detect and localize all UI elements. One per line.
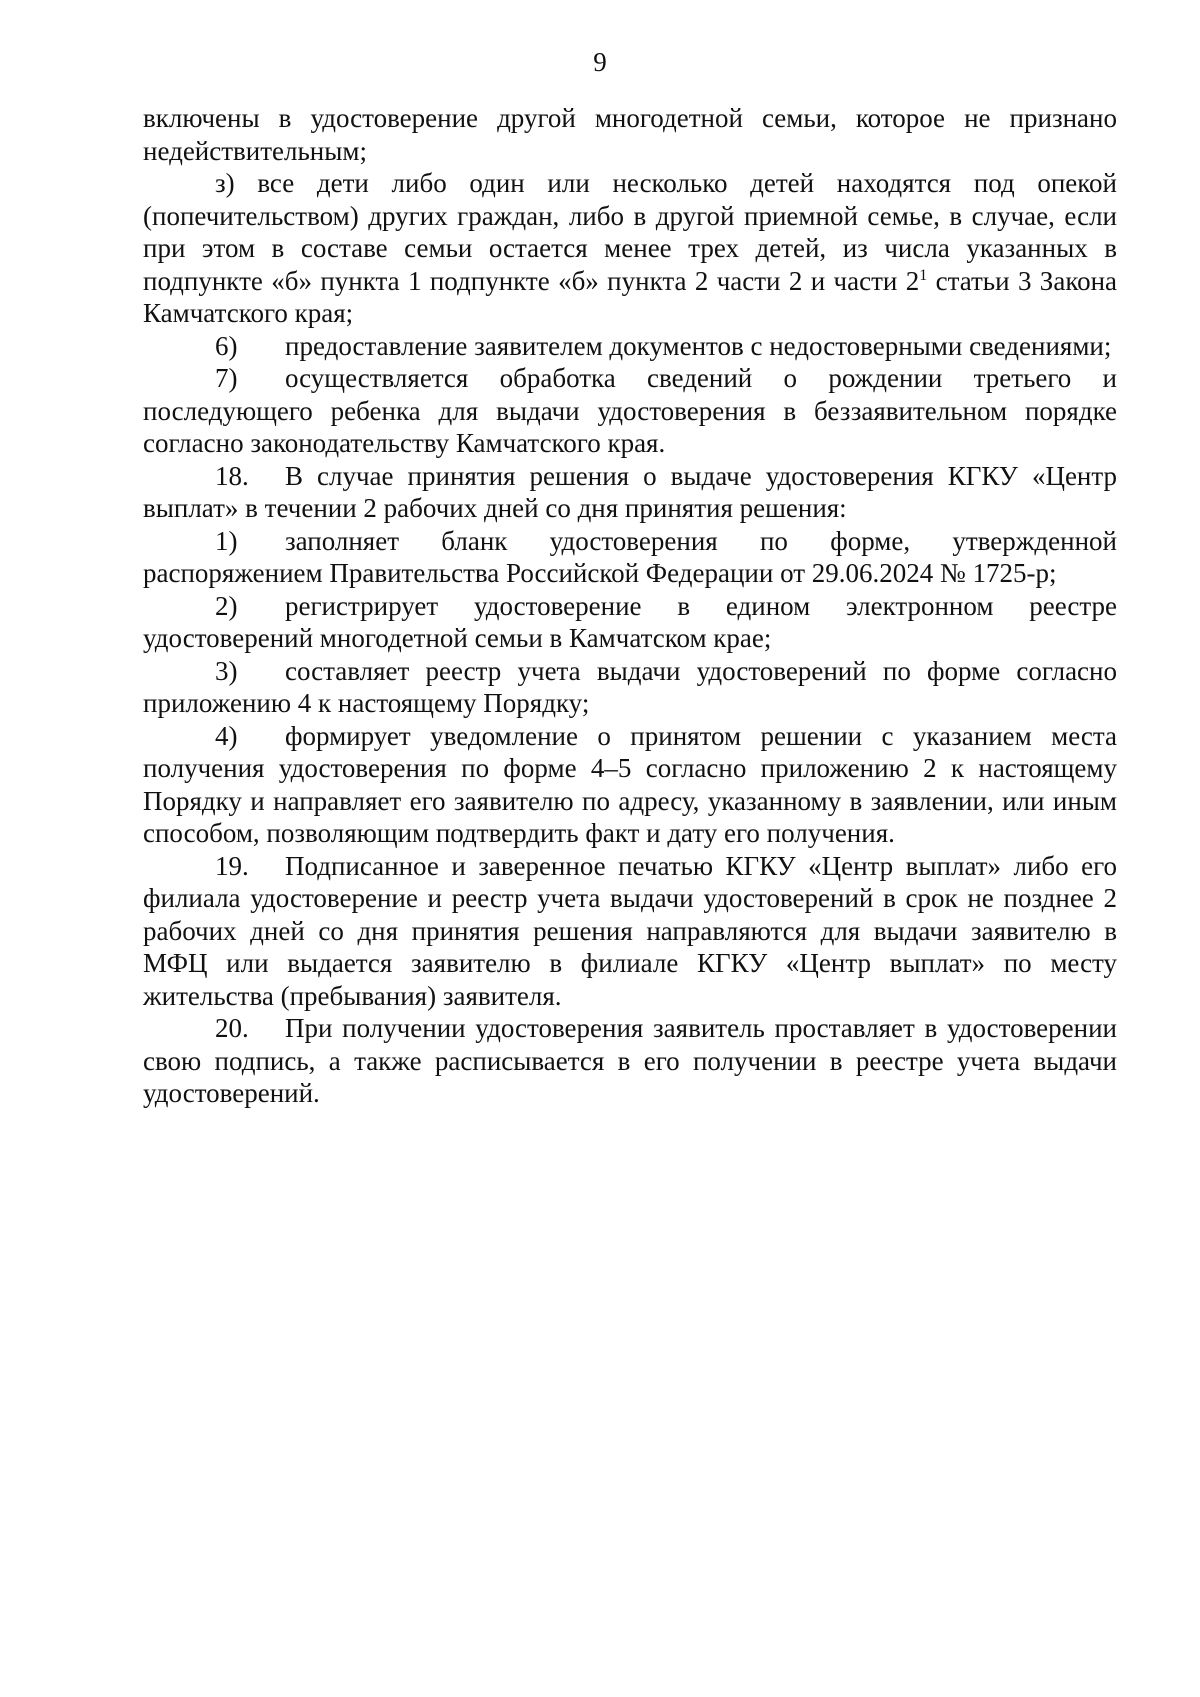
item-number: 6)	[215, 330, 238, 361]
paragraph-text: При получении удостоверения заявитель проставляет в удостоверении свою подпись, а также расписывается в его получении в реестре учета выдачи удостоверений.	[143, 1013, 1117, 1108]
item-number: 3)	[215, 655, 238, 686]
superscript: 1	[919, 266, 928, 284]
paragraph-text: предоставление заявителем документов с недостоверными сведениями;	[285, 330, 1112, 361]
paragraph-section-18	[143, 460, 1117, 525]
document-body	[143, 102, 1117, 1110]
paragraph-text-tail: статьи 3 Закона Камчатского края;	[143, 265, 1117, 328]
paragraph-text: Подписанное и заверенное печатью КГКУ «Центр выплат» либо его филиала удостоверение и реестр учета выдачи удостоверений в срок не позднее 2 рабочих дней со дня принятия решения направляются для выдачи заявителю в МФЦ или выдается заявителю в филиале КГКУ «Центр выплат» по месту жительства (пребывания) заявителя.	[143, 850, 1117, 1011]
item-number: 2)	[215, 590, 238, 621]
paragraph-text: формирует уведомление о принятом решении с указанием места получения удостоверения по форме 4–5 согласно приложению 2 к настоящему Порядку и направляет его заявителю по адресу, указанному в заявлении, или иным способом, позволяющим подтвердить факт и дату его получения.	[143, 720, 1117, 848]
paragraph-item-7	[143, 362, 1117, 460]
paragraph-text: включены в удостоверение другой многодетной семьи, которое не признано недействительным;	[143, 103, 1117, 166]
paragraph-text: регистрирует удостоверение в едином электронном реестре удостоверений многодетной семьи в Камчатском крае;	[143, 590, 1117, 653]
item-number: 4)	[215, 720, 238, 751]
item-number: 7)	[215, 363, 238, 393]
paragraph-item-4	[143, 720, 1117, 850]
paragraph-text: В случае принятия решения о выдаче удостоверения КГКУ «Центр выплат» в течении 2 рабочих дней со дня принятия решения:	[143, 460, 1117, 523]
section-number: 19.	[215, 850, 249, 881]
paragraph-section-20	[143, 1012, 1117, 1110]
paragraph-text: заполняет бланк удостоверения по форме, утвержденной распоряжением Правительства Российской Федерации от 29.06.2024 № 1725-р;	[143, 525, 1117, 588]
paragraph-subitem-z	[143, 167, 1117, 330]
paragraph-item-1	[143, 525, 1117, 590]
paragraph-text: з) все дети либо один или несколько детей находятся под опекой (попечительством) других граждан, либо в другой приемной семье, в случае, если при этом в составе семьи остается менее трех детей, из числа указанных в подпункте «б» пункта 1 подпункте «б» пункта 2 части 2 и части 2	[143, 168, 1117, 296]
page-number: 9	[593, 47, 607, 77]
section-number: 18.	[215, 460, 249, 491]
paragraph-continuation	[143, 102, 1117, 167]
paragraph-item-3	[143, 655, 1117, 720]
paragraph-item-2	[143, 590, 1117, 655]
item-number: 1)	[215, 525, 238, 556]
paragraph-section-19	[143, 850, 1117, 1013]
paragraph-text: составляет реестр учета выдачи удостоверений по форме согласно приложению 4 к настоящему Порядку;	[143, 655, 1117, 718]
section-number: 20.	[215, 1013, 249, 1043]
paragraph-item-6	[143, 330, 1117, 363]
paragraph-text: осуществляется обработка сведений о рождении третьего и последующего ребенка для выдачи удостоверения в беззаявительном порядке согласно законодательству Камчатского края.	[143, 363, 1117, 458]
